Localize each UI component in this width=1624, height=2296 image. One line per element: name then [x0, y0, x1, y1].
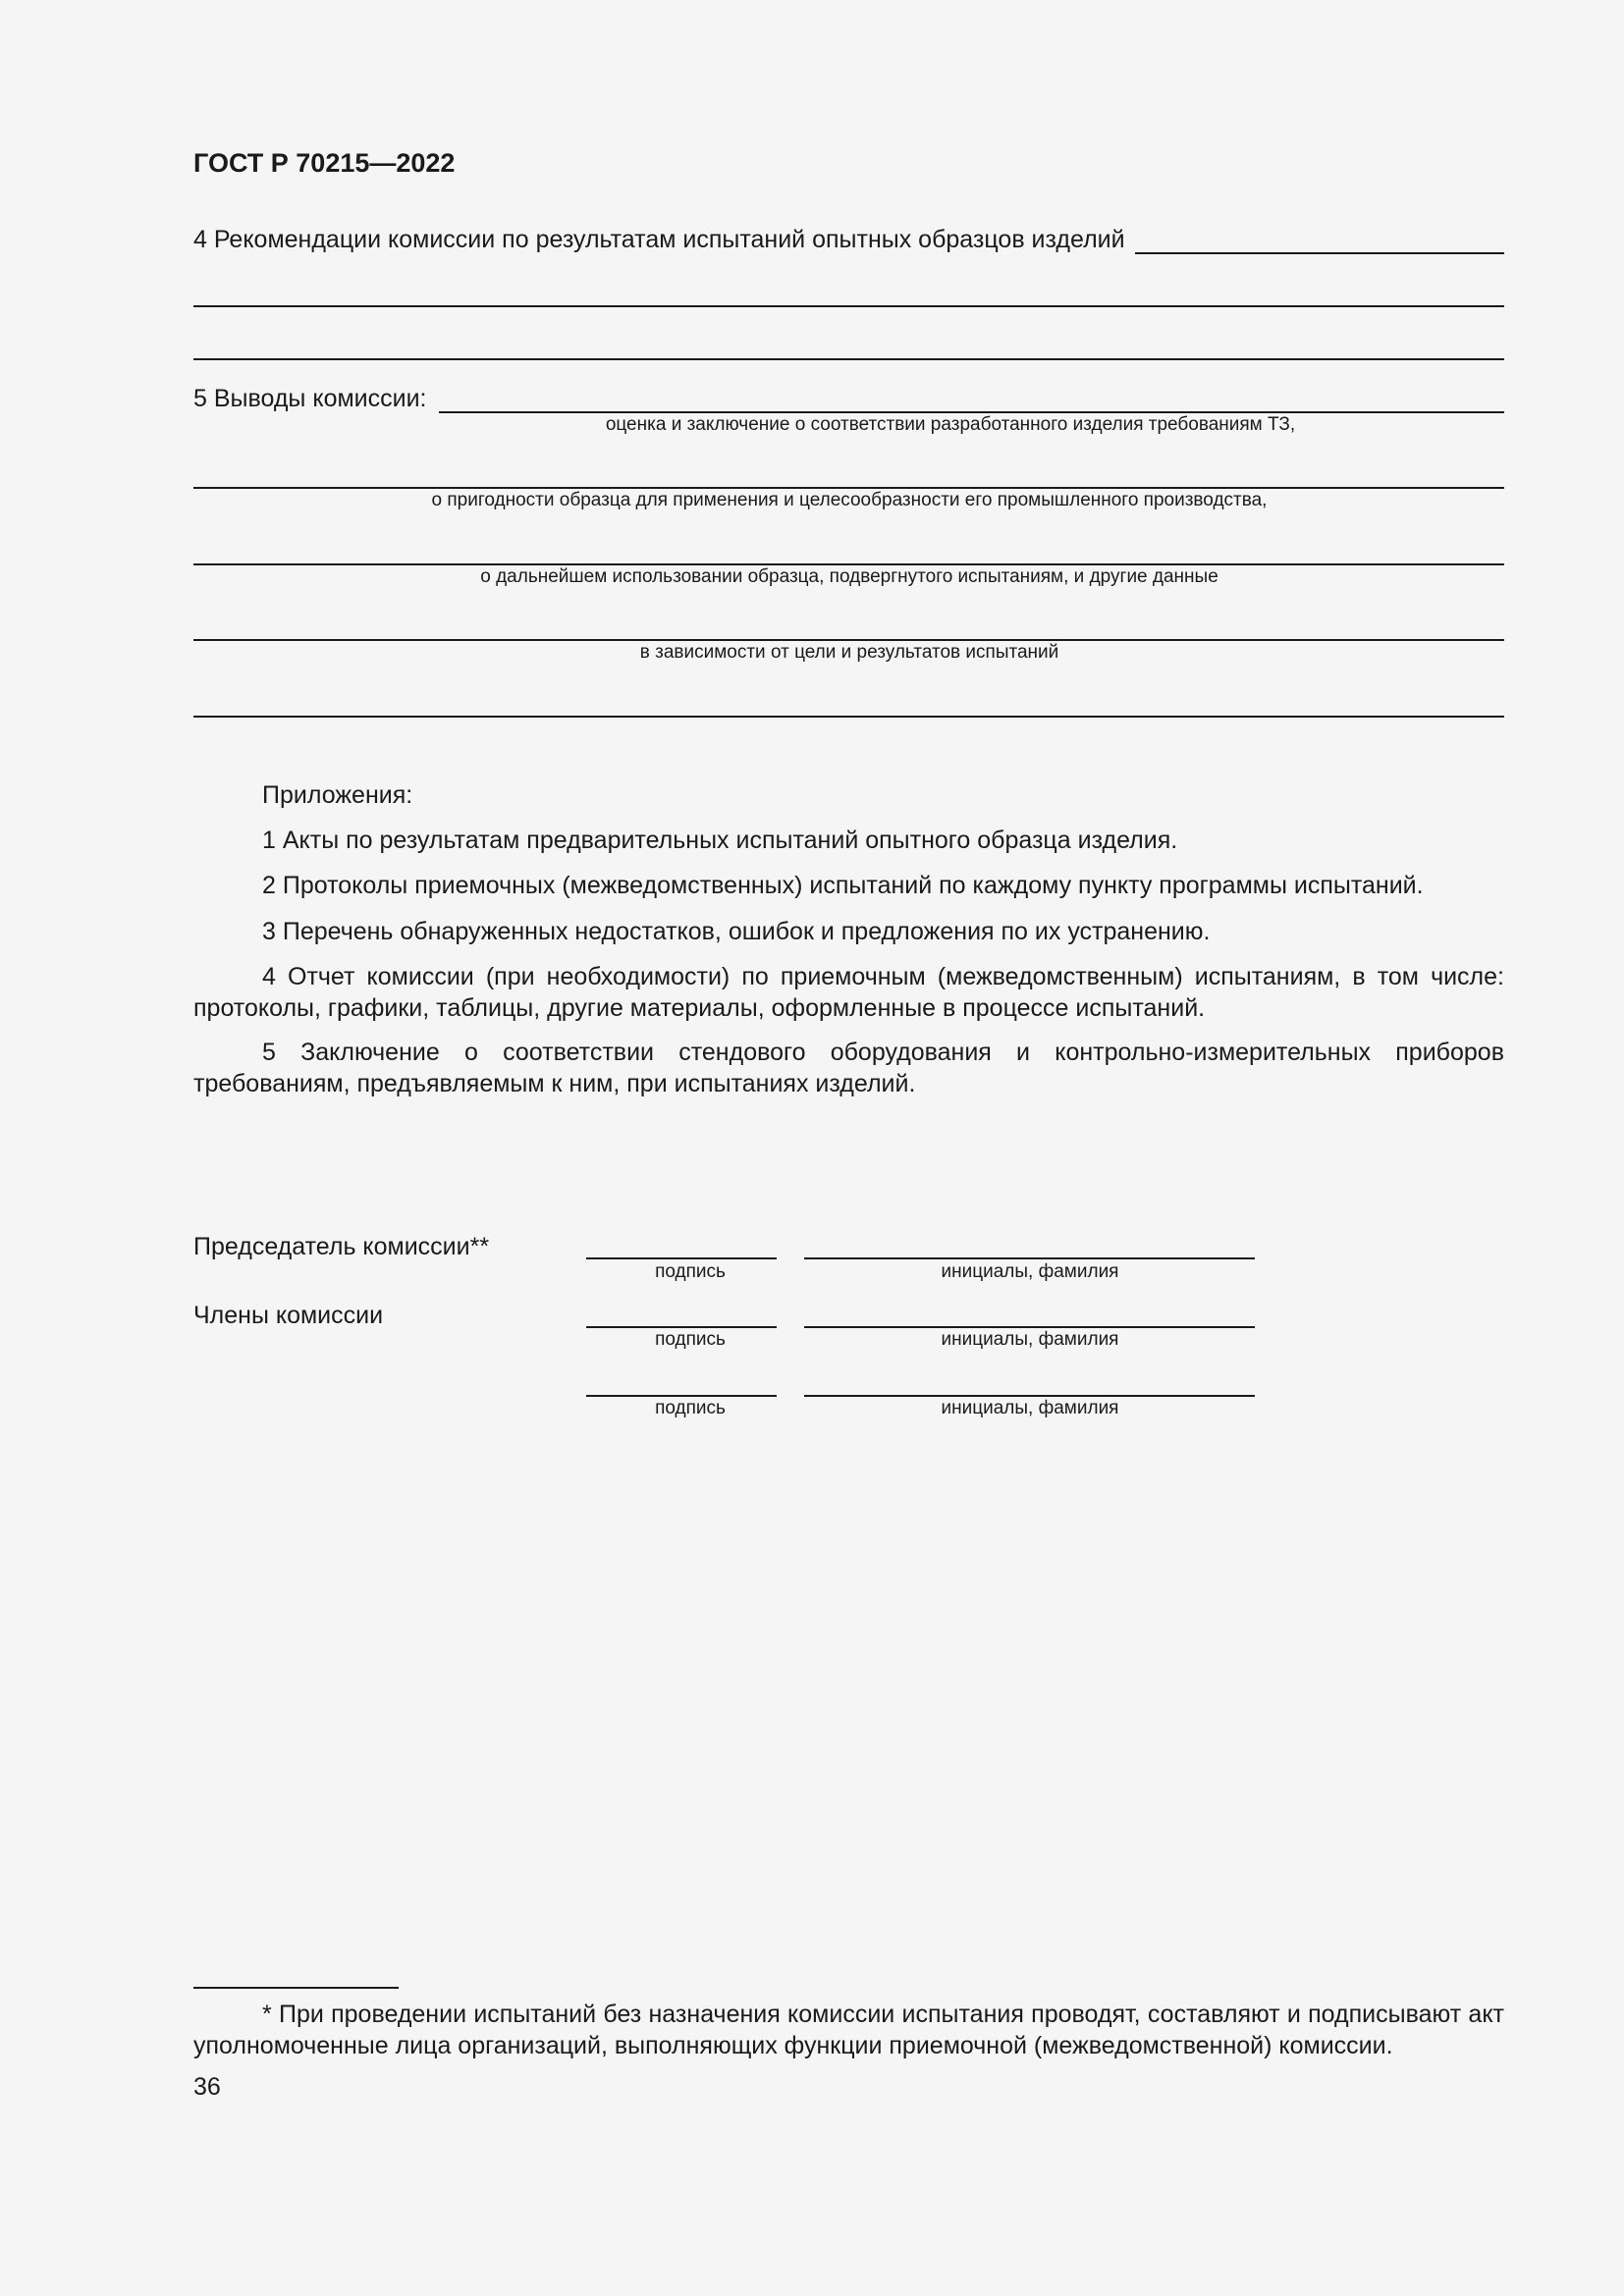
- page-number: 36: [193, 2073, 221, 2101]
- name-caption: инициалы, фамилия: [941, 1261, 1119, 1282]
- fill-line: [439, 411, 1504, 413]
- appendix-item: 1 Акты по результатам предварительных испытаний опытного образца изделия.: [262, 827, 1178, 854]
- name-line: [804, 1257, 1255, 1259]
- fill-line: [1135, 252, 1504, 254]
- fill-line: [193, 716, 1504, 718]
- appendix-item: 4 Отчет комиссии (при необходимости) по приемочным (межведомственным) испытаниям, в том числе: протоколы, графики, таблицы, другие материалы, оформленные в процессе испытаний.: [193, 963, 1504, 1022]
- name-line: [804, 1395, 1255, 1397]
- members-label: Члены комиссии: [193, 1302, 384, 1329]
- fill-line: [193, 563, 1504, 565]
- signature-line: [586, 1326, 777, 1328]
- chairman-label: Председатель комиссии**: [193, 1233, 490, 1260]
- line-caption: о дальнейшем использовании образца, подвергнутого испытаниям, и другие данные: [480, 566, 1218, 587]
- signature-line: [586, 1257, 777, 1259]
- section-5-label: 5 Выводы комиссии:: [193, 385, 427, 412]
- fill-line: [193, 639, 1504, 641]
- signature-caption: подпись: [655, 1261, 726, 1282]
- line-caption: о пригодности образца для применения и целесообразности его промышленного производства,: [431, 490, 1268, 510]
- fill-line: [193, 358, 1504, 360]
- name-caption: инициалы, фамилия: [941, 1329, 1119, 1350]
- appendix-item: 3 Перечень обнаруженных недостатков, ошибок и предложения по их устранению.: [262, 918, 1211, 945]
- footnote: * При проведении испытаний без назначения комиссии испытания проводят, составляют и подписывают акт уполномоченные лица организаций, выполняющих функции приемочной (межведомственной) комиссии.: [193, 2001, 1504, 2059]
- signature-caption: подпись: [655, 1398, 726, 1418]
- signature-caption: подпись: [655, 1329, 726, 1350]
- appendix-item: 2 Протоколы приемочных (межведомственных) испытаний по каждому пункту программы испытаний.: [262, 872, 1424, 899]
- section-4-label: 4 Рекомендации комиссии по результатам испытаний опытных образцов изделий: [193, 226, 1125, 253]
- line-caption: в зависимости от цели и результатов испытаний: [639, 642, 1059, 663]
- document-header: ГОСТ Р 70215—2022: [193, 148, 456, 178]
- name-line: [804, 1326, 1255, 1328]
- appendices-title: Приложения:: [262, 781, 413, 809]
- appendix-item: 5 Заключение о соответствии стендового оборудования и контрольно-измерительных приборов требованиям, предъявляемым к ним, при испытаниях изделий.: [193, 1039, 1504, 1097]
- signature-line: [586, 1395, 777, 1397]
- footnote-separator: [193, 1987, 399, 1989]
- line-caption: оценка и заключение о соответствии разработанного изделия требованиям ТЗ,: [605, 414, 1296, 435]
- name-caption: инициалы, фамилия: [941, 1398, 1119, 1418]
- fill-line: [193, 305, 1504, 307]
- fill-line: [193, 487, 1504, 489]
